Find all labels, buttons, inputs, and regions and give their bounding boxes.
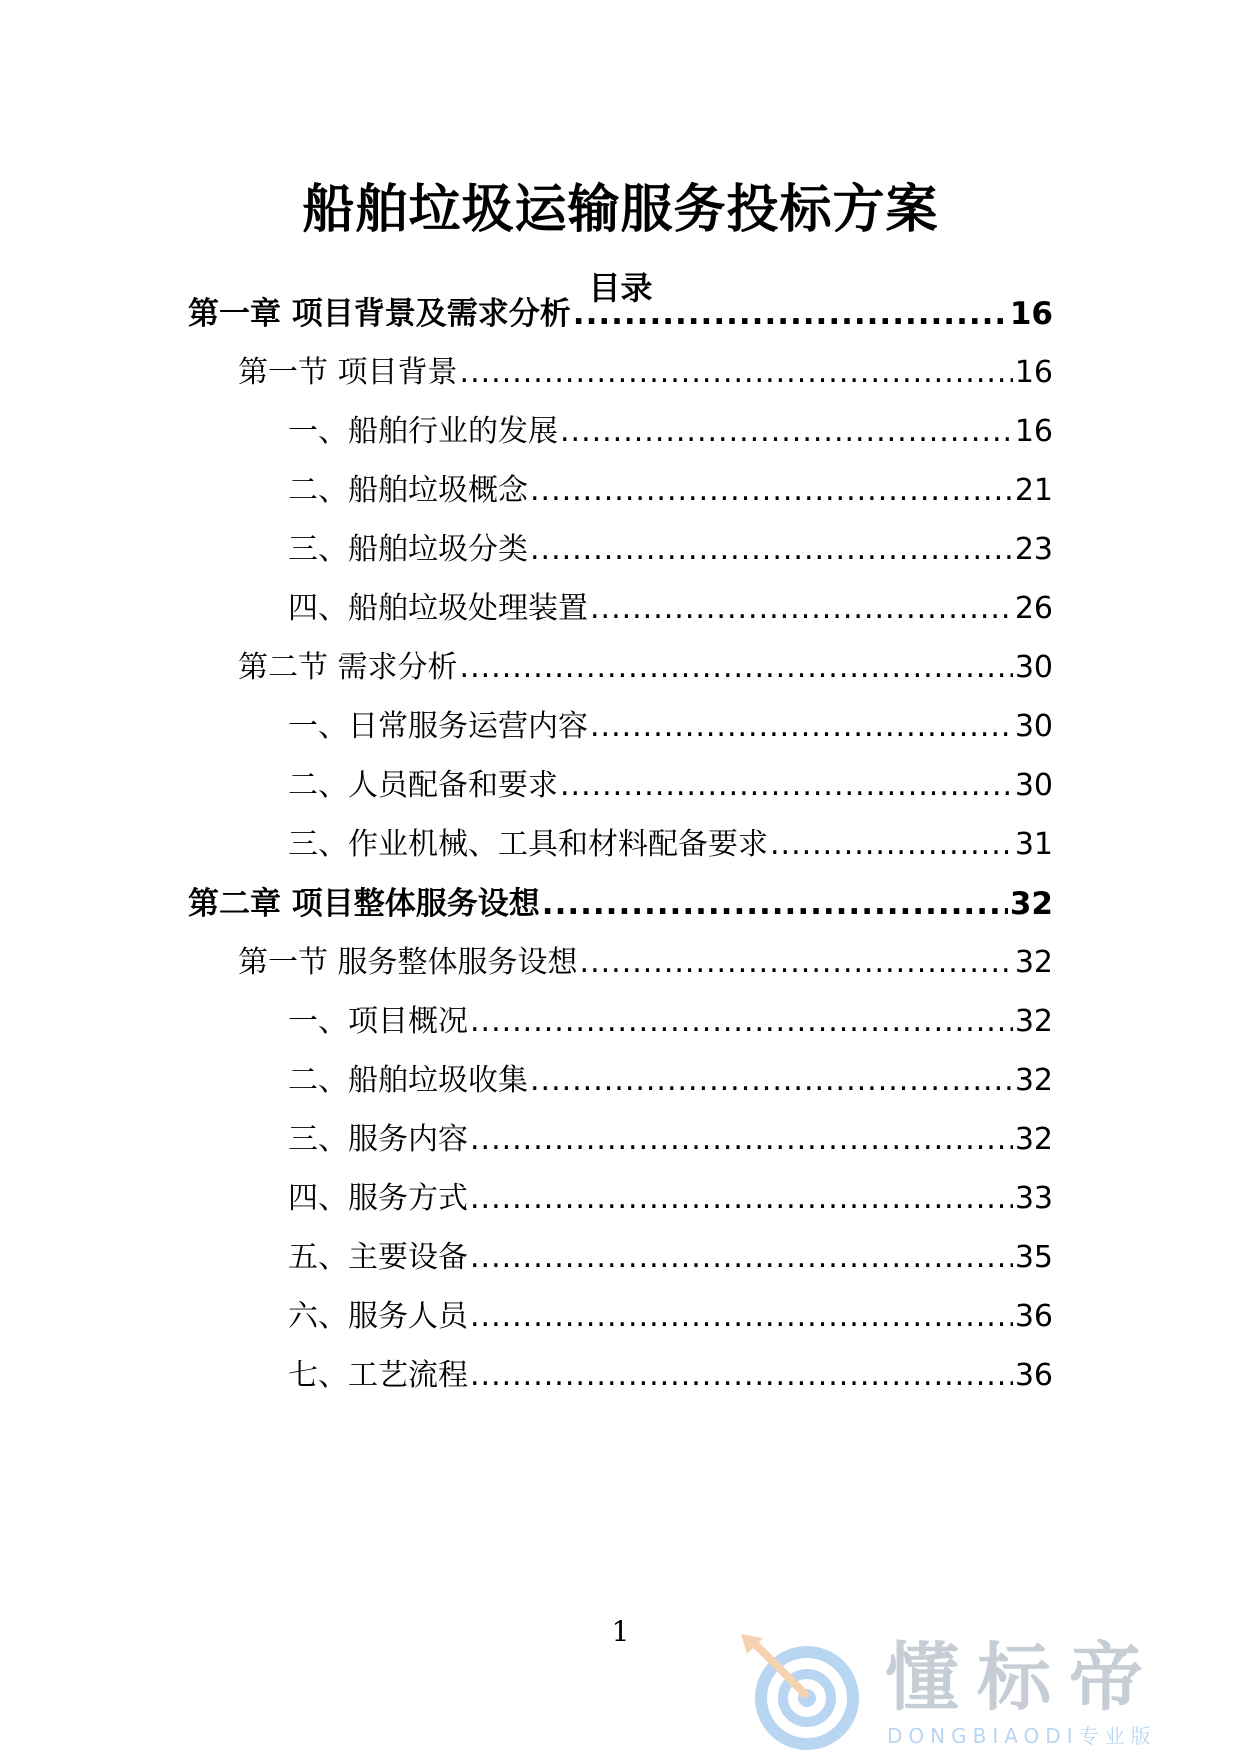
- toc-entry[interactable]: [288, 1173, 1053, 1225]
- toc-entry-page: 36: [1014, 1358, 1053, 1393]
- toc-entry[interactable]: [288, 1055, 1053, 1107]
- toc-leader-dots: [470, 996, 1013, 1048]
- toc-entry-label: 第一节 服务整体服务设想: [238, 945, 578, 980]
- toc-entry-page: 16: [1009, 296, 1053, 332]
- toc-entry[interactable]: [288, 760, 1053, 812]
- toc-entry-page: 30: [1014, 709, 1053, 744]
- toc-entry-page: 31: [1014, 827, 1053, 862]
- toc-leader-dots: [530, 465, 1013, 517]
- toc-entry-label: 第一章 项目背景及需求分析: [188, 296, 571, 332]
- toc-entry-label: 二、船舶垃圾收集: [288, 1063, 528, 1098]
- toc-entry-page: 30: [1014, 768, 1053, 803]
- toc-entry-label: 四、服务方式: [288, 1181, 468, 1216]
- toc-entry[interactable]: [288, 406, 1053, 458]
- toc-leader-dots: [470, 1232, 1013, 1284]
- toc-entry-page: 16: [1014, 355, 1053, 390]
- toc-entry-label: 六、服务人员: [288, 1299, 468, 1334]
- toc-entry[interactable]: [288, 1232, 1053, 1284]
- toc-entry-page: 30: [1014, 650, 1053, 685]
- toc-leader-dots: [560, 760, 1013, 812]
- toc-leader-dots: [460, 642, 1013, 694]
- toc-entry-label: 第二节 需求分析: [238, 650, 458, 685]
- target-arrow-icon: [735, 1632, 865, 1752]
- toc-entry-page: 21: [1014, 473, 1053, 508]
- toc-leader-dots: [580, 937, 1013, 989]
- toc-leader-dots: [460, 347, 1013, 399]
- toc-leader-dots: [542, 878, 1008, 930]
- toc-leader-dots: [530, 524, 1013, 576]
- page-number: 1: [611, 1615, 630, 1648]
- brand-watermark: [735, 1632, 1235, 1752]
- toc-entry-page: 36: [1014, 1299, 1053, 1334]
- toc-entry-label: 五、主要设备: [288, 1240, 468, 1275]
- toc-entry-page: 32: [1014, 1004, 1053, 1039]
- watermark-subtitle: DONGBIAODI专业版: [887, 1724, 1157, 1748]
- toc-entry-label: 一、船舶行业的发展: [288, 414, 558, 449]
- document-title: 船舶垃圾运输服务投标方案: [302, 180, 939, 240]
- toc-entry-page: 23: [1014, 532, 1053, 567]
- toc-entry-page: 32: [1009, 886, 1053, 922]
- toc-leader-dots: [470, 1291, 1013, 1343]
- toc-leader-dots: [470, 1173, 1013, 1225]
- toc-entry-label: 三、服务内容: [288, 1122, 468, 1157]
- toc-entry[interactable]: [288, 583, 1053, 635]
- toc-entry-page: 32: [1014, 945, 1053, 980]
- toc-entry-label: 第一节 项目背景: [238, 355, 458, 390]
- toc-heading: 目录: [588, 269, 653, 307]
- toc-entry[interactable]: [188, 878, 1053, 930]
- toc-entry-label: 第二章 项目整体服务设想: [188, 886, 540, 922]
- toc-entry[interactable]: [238, 642, 1053, 694]
- toc-entry-page: 32: [1014, 1122, 1053, 1157]
- toc-entry-page: 33: [1014, 1181, 1053, 1216]
- toc-entry[interactable]: [288, 701, 1053, 753]
- toc-leader-dots: [573, 288, 1008, 340]
- toc-leader-dots: [530, 1055, 1013, 1107]
- toc-entry-label: 七、工艺流程: [288, 1358, 468, 1393]
- toc-entry-label: 一、日常服务运营内容: [288, 709, 588, 744]
- toc-entry-page: 35: [1014, 1240, 1053, 1275]
- toc-entry[interactable]: [288, 819, 1053, 871]
- toc-entry[interactable]: [238, 937, 1053, 989]
- toc-entry-page: 26: [1014, 591, 1053, 626]
- toc-leader-dots: [470, 1114, 1013, 1166]
- toc-entry-page: 32: [1014, 1063, 1053, 1098]
- toc-entry[interactable]: [288, 465, 1053, 517]
- toc-entry-label: 二、船舶垃圾概念: [288, 473, 528, 508]
- toc-entry-label: 四、船舶垃圾处理装置: [288, 591, 588, 626]
- toc-leader-dots: [770, 819, 1013, 871]
- toc-entry[interactable]: [288, 1114, 1053, 1166]
- toc-leader-dots: [470, 1350, 1013, 1402]
- toc-entry-page: 16: [1014, 414, 1053, 449]
- toc-entry[interactable]: [288, 1350, 1053, 1402]
- toc-leader-dots: [560, 406, 1013, 458]
- toc-entry[interactable]: [188, 288, 1053, 340]
- toc-leader-dots: [590, 583, 1013, 635]
- toc-entry-label: 三、作业机械、工具和材料配备要求: [288, 827, 768, 862]
- toc-entry-label: 二、人员配备和要求: [288, 768, 558, 803]
- toc-entry[interactable]: [288, 996, 1053, 1048]
- toc-entry-label: 一、项目概况: [288, 1004, 468, 1039]
- toc-entry[interactable]: [288, 1291, 1053, 1343]
- toc-entry[interactable]: [238, 347, 1053, 399]
- toc-entry-label: 三、船舶垃圾分类: [288, 532, 528, 567]
- watermark-brand-text: 懂标帝: [885, 1635, 1161, 1721]
- toc-leader-dots: [590, 701, 1013, 753]
- toc-entry[interactable]: [288, 524, 1053, 576]
